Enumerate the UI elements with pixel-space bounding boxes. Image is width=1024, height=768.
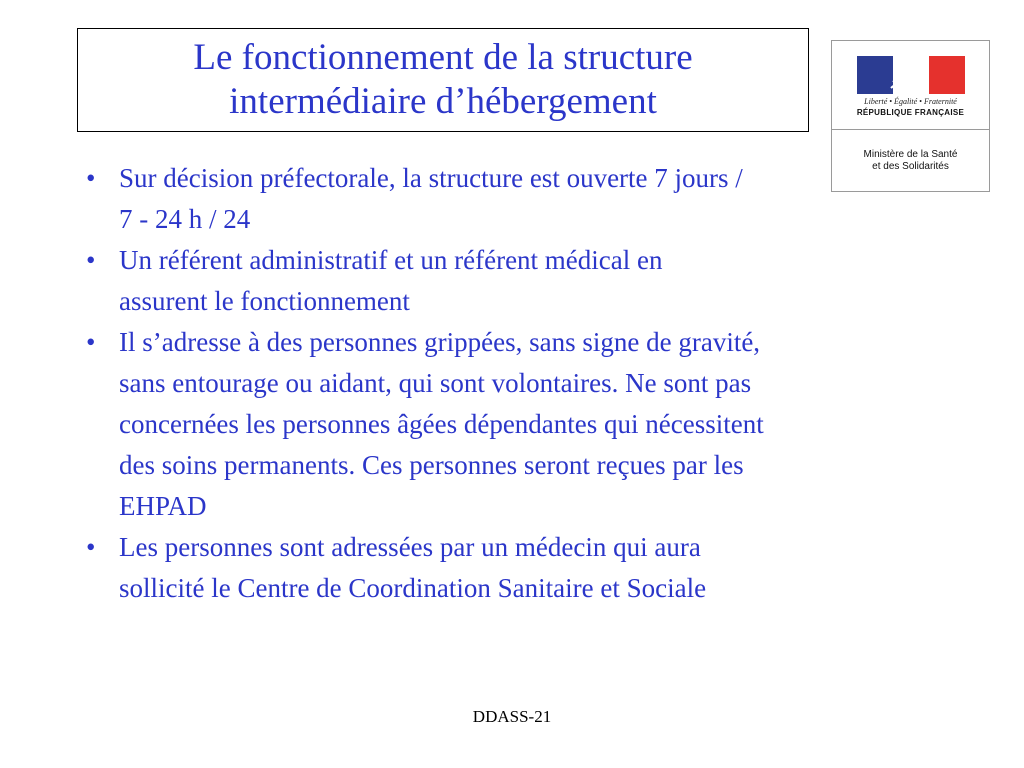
- bullet-line: 7 - 24 h / 24: [119, 204, 251, 234]
- logo-divider: [832, 129, 989, 130]
- bullet-line: Il s’adresse à des personnes grippées, sans signe de gravité,: [119, 327, 761, 357]
- title-line-1: Le fonctionnement de la structure: [193, 37, 693, 78]
- bullet-marker: •: [86, 532, 96, 562]
- bullet-text: [119, 240, 994, 322]
- bullet-marker: •: [86, 163, 96, 193]
- bullet-text: [119, 527, 994, 609]
- title-line-2: intermédiaire d’hébergement: [229, 81, 657, 122]
- bullet-line: Les personnes sont adressées par un médecin qui aura: [119, 532, 701, 562]
- marianne-profile-icon: [857, 56, 965, 94]
- bullet-item: [84, 527, 994, 609]
- bullet-line: concernées les personnes âgées dépendantes qui nécessitent: [119, 409, 764, 439]
- bullet-text: [119, 158, 994, 240]
- footer-label: DDASS-21: [472, 707, 552, 726]
- republic-name: RÉPUBLIQUE FRANÇAISE: [856, 108, 965, 117]
- bullet-line: sans entourage ou aidant, qui sont volontaires. Ne sont pas: [119, 368, 752, 398]
- bullet-marker: •: [86, 327, 96, 357]
- bullet-item: [84, 322, 994, 527]
- bullet-line: Sur décision préfectorale, la structure est ouverte 7 jours /: [119, 163, 743, 193]
- republic-motto: Liberté • Égalité • Fraternité: [864, 97, 957, 106]
- title-box: [77, 28, 809, 132]
- bullet-line: EHPAD: [119, 491, 207, 521]
- bullet-marker: •: [86, 245, 96, 275]
- bullet-text: [119, 322, 994, 527]
- bullet-line: assurent le fonctionnement: [119, 286, 410, 316]
- ministry-line-1: Ministère de la Santé: [863, 149, 958, 160]
- bullet-line: des soins permanents. Ces personnes seront reçues par les: [119, 450, 744, 480]
- ministry-line-2: et des Solidarités: [872, 161, 949, 172]
- bullet-list: [84, 158, 994, 609]
- bullet-item: [84, 240, 994, 322]
- bullet-item: [84, 158, 994, 240]
- bullet-line: sollicité le Centre de Coordination Sanitaire et Sociale: [119, 573, 707, 603]
- bullet-line: Un référent administratif et un référent médical en: [119, 245, 663, 275]
